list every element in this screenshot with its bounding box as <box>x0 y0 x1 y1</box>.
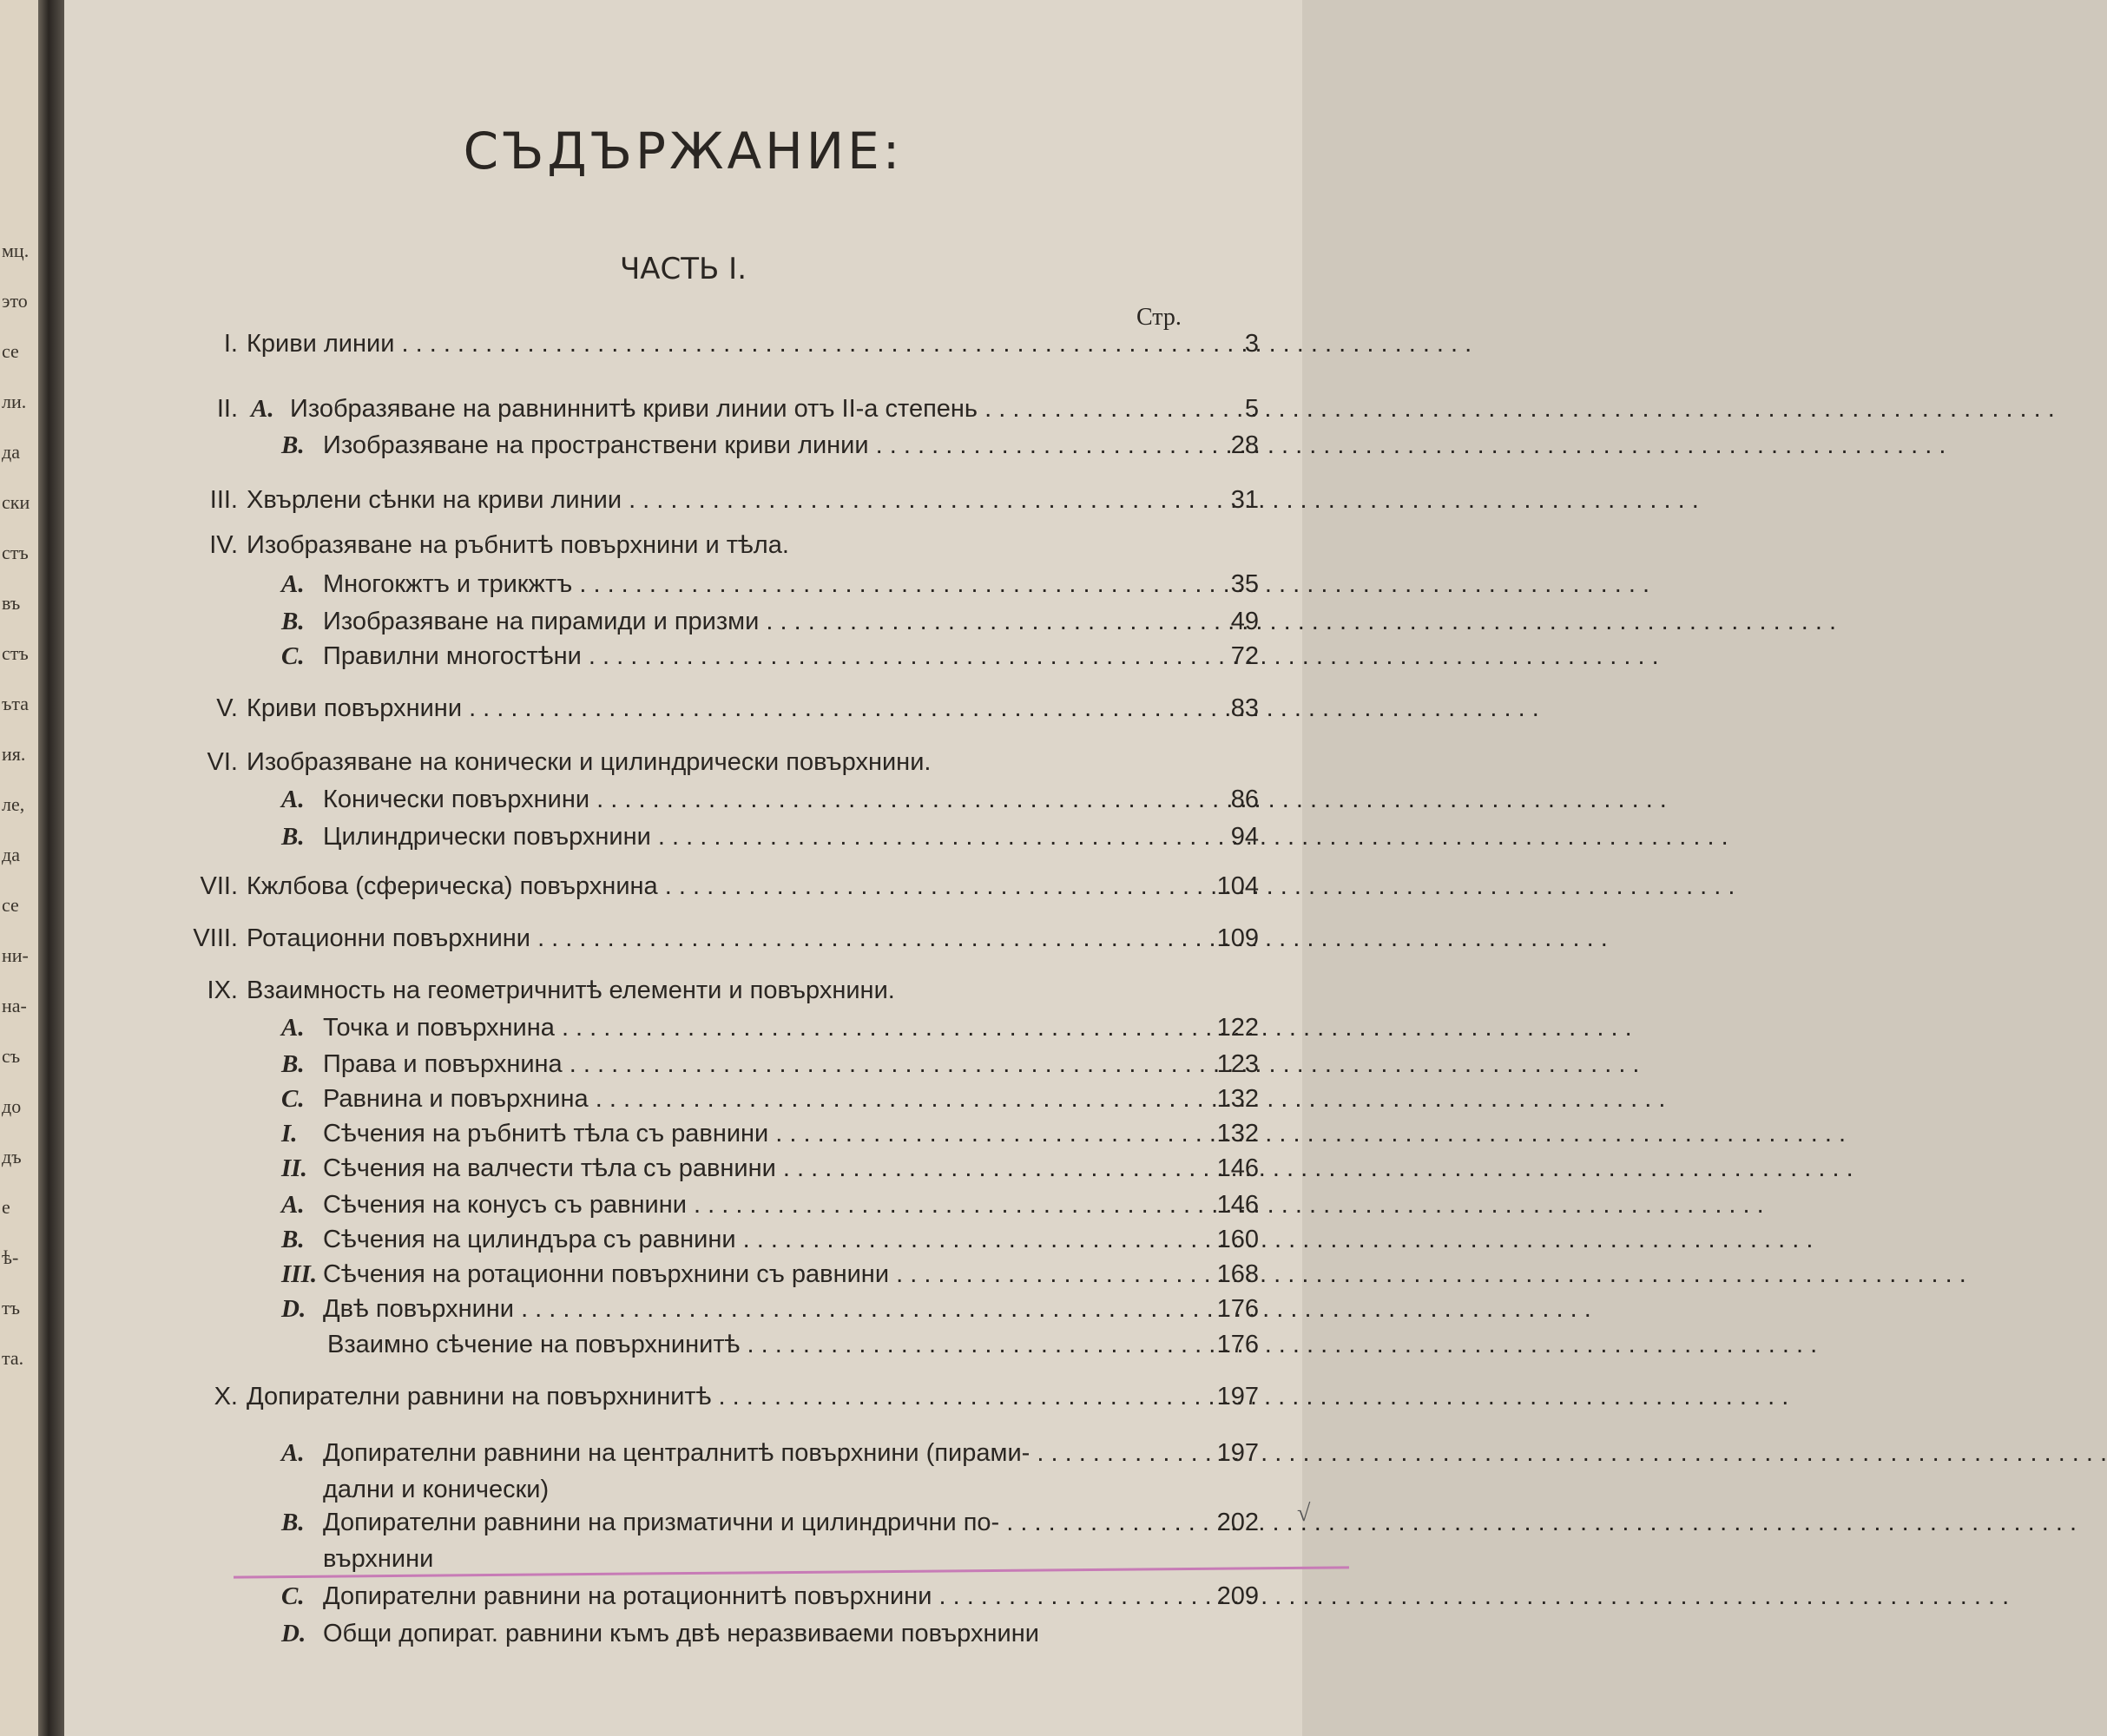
page-number: 83 <box>1230 694 1259 722</box>
chapter-number: IX. <box>207 976 238 1004</box>
entry-title: Равнина и повърхнина . . . <box>323 1085 1189 1114</box>
entry-title: дални и конически) <box>323 1476 550 1503</box>
section-letter: B. <box>281 608 305 635</box>
toc-entry <box>168 1226 1259 1260</box>
page-number: 146 <box>1216 1154 1259 1182</box>
entry-title: Допирателни равнини на повърхнинитѣ . . . <box>247 1383 1189 1411</box>
left-line: да <box>2 844 20 865</box>
toc-entry <box>168 872 1259 907</box>
entry-title: Изобразяване на равниннитѣ криви линии отъ II-а степень . . . <box>290 395 1189 424</box>
page-number: 197 <box>1216 1439 1259 1467</box>
toc-entry <box>168 823 1259 858</box>
check-mark: √ <box>1297 1500 1311 1527</box>
page-number: 94 <box>1230 823 1259 851</box>
chapter-number: VIII. <box>193 924 238 952</box>
toc-entry <box>168 486 1259 521</box>
entry-title: Многокжтъ и трикжтъ . . . <box>323 570 1189 599</box>
toc-entry <box>168 1620 1259 1654</box>
section-letter: B. <box>281 431 305 459</box>
page-number: 31 <box>1230 486 1259 514</box>
left-line: это <box>2 290 28 312</box>
toc-entry <box>168 1476 1259 1510</box>
left-line: се <box>2 340 19 362</box>
toc-entry <box>168 1439 1259 1474</box>
page-number: 168 <box>1216 1260 1259 1288</box>
section-letter: III. <box>281 1260 318 1288</box>
left-line: да <box>2 441 20 463</box>
entry-title: Взаимно сѣчение на повърхнинитѣ . . . <box>327 1331 1189 1359</box>
section-letter: A. <box>281 570 305 598</box>
page-number: 209 <box>1216 1582 1259 1610</box>
entry-title: Двѣ повърхнини . . . <box>323 1295 1189 1324</box>
toc-entry <box>168 748 1259 783</box>
entry-title: Ротационни повърхнини . . . <box>247 924 1189 953</box>
toc-entry <box>168 1050 1259 1085</box>
entry-title: върхнини <box>323 1545 434 1573</box>
entry-title: Допирателни равнини на централнитѣ повърхнини (пирами- . . . <box>323 1439 1189 1468</box>
entry-title: Кжлбова (сферическа) повърхнина . . . <box>247 872 1189 901</box>
page-number: 146 <box>1216 1191 1259 1219</box>
toc-entry <box>168 1120 1259 1154</box>
left-line: се <box>2 894 19 916</box>
toc-entry <box>168 1191 1259 1226</box>
chapter-number: III. <box>209 486 238 514</box>
section-letter: B. <box>281 1226 305 1253</box>
page-number: 104 <box>1216 872 1259 900</box>
left-line: стъ <box>2 642 29 664</box>
toc-entry <box>168 924 1259 959</box>
page-number: 28 <box>1230 431 1259 459</box>
page-number: 176 <box>1216 1331 1259 1358</box>
left-line: на- <box>2 995 27 1016</box>
entry-title: Криви повърхнини . . . <box>247 694 1189 723</box>
toc-entry <box>168 608 1259 642</box>
page-number: 160 <box>1216 1226 1259 1253</box>
left-line: до <box>2 1095 22 1117</box>
entry-title: Сѣчения на ръбнитѣ тѣла съ равнини . . . <box>323 1120 1189 1148</box>
left-line: тъ <box>2 1297 20 1318</box>
section-letter: A. <box>281 1191 305 1219</box>
chapter-number: X. <box>214 1383 238 1410</box>
section-letter: II. <box>281 1154 307 1182</box>
left-line: мц. <box>2 240 30 261</box>
page-number: 49 <box>1230 608 1259 635</box>
toc-entry <box>168 1295 1259 1330</box>
toc-entry <box>168 1509 1259 1543</box>
left-line: ле, <box>2 793 25 815</box>
left-line: дъ <box>2 1146 22 1167</box>
page-number: 176 <box>1216 1295 1259 1323</box>
left-page-text <box>2 226 36 1384</box>
left-line: е <box>2 1196 10 1218</box>
book-gutter <box>38 0 64 1736</box>
entry-title: Изобразяване на конически и цилиндрически повърхнини. <box>247 748 932 776</box>
left-line: стъ <box>2 542 29 563</box>
page-number: 132 <box>1216 1085 1259 1113</box>
toc-entry <box>168 786 1259 820</box>
entry-title: Сѣчения на ротационни повърхнини съ равнини . . . <box>323 1260 1189 1289</box>
toc-entry <box>168 1582 1259 1617</box>
left-line: ли. <box>2 391 27 412</box>
chapter-number: VII. <box>200 872 238 900</box>
page-number: 122 <box>1216 1014 1259 1042</box>
toc-entry <box>168 1260 1259 1295</box>
page-number: 5 <box>1244 395 1259 423</box>
left-line: въ <box>2 592 21 614</box>
toc-entry <box>168 531 1259 566</box>
entry-title: Сѣчения на цилиндъра съ равнини . . . <box>323 1226 1189 1254</box>
chapter-number: IV. <box>209 531 238 559</box>
entry-title: Хвърлени сѣнки на криви линии . . . <box>247 486 1189 515</box>
entry-title: Изобразяване на пространствени криви линии . . . <box>323 431 1189 460</box>
section-letter: B. <box>281 1050 305 1078</box>
entry-title: Конически повърхнини . . . <box>323 786 1189 814</box>
section-letter: D. <box>281 1295 306 1323</box>
page-number: 72 <box>1230 642 1259 670</box>
entry-title: Изобразяване на пирамиди и призми . . . <box>323 608 1189 636</box>
toc-entry <box>168 976 1259 1011</box>
section-letter: B. <box>281 823 305 851</box>
entry-title: Права и повърхнина . . . <box>323 1050 1189 1079</box>
toc-entry <box>168 1383 1259 1417</box>
left-line: ѣ- <box>2 1246 19 1268</box>
toc-entry <box>168 431 1259 466</box>
entry-title: Взаимность на геометричнитѣ елементи и повърхнини. <box>247 976 895 1004</box>
section-letter: B. <box>281 1509 305 1536</box>
toc-entry <box>168 330 1259 365</box>
page-number: 35 <box>1230 570 1259 598</box>
section-letter: C. <box>281 642 305 670</box>
entry-title: Допирателни равнини на призматични и цилиндрични по- . . . <box>323 1509 1189 1537</box>
left-line: ия. <box>2 743 26 765</box>
left-line: съ <box>2 1045 21 1067</box>
chapter-number: V. <box>216 694 238 722</box>
left-line: ни- <box>2 944 29 966</box>
entry-title: Сѣчения на конусъ съ равнини . . . <box>323 1191 1189 1220</box>
page-column-label: Стр. <box>1136 304 1182 331</box>
entry-title: Правилни многостѣни . . . <box>323 642 1189 671</box>
left-line: ски <box>2 491 30 513</box>
page-title: СЪДЪРЖАНИЕ: <box>463 122 904 181</box>
table-of-contents <box>64 0 1302 1736</box>
page-number: 197 <box>1216 1383 1259 1410</box>
toc-entry <box>168 642 1259 677</box>
left-line: та. <box>2 1347 24 1369</box>
chapter-number: I. <box>223 330 238 358</box>
page-number: 202 <box>1216 1509 1259 1536</box>
page-number: 123 <box>1216 1050 1259 1078</box>
part-heading: ЧАСТЬ I. <box>619 252 747 286</box>
chapter-number: II. <box>216 395 238 423</box>
left-line: ъта <box>2 693 30 714</box>
section-letter: A. <box>281 1439 305 1467</box>
section-letter: A. <box>281 1014 305 1042</box>
entry-title: Допирателни равнини на ротационнитѣ повърхнини . . . <box>323 1582 1189 1611</box>
section-letter: I. <box>281 1120 298 1147</box>
entry-title: Изобразяване на ръбнитѣ повърхнини и тѣла. <box>247 531 789 559</box>
entry-title: Криви линии . . . <box>247 330 1189 358</box>
section-letter: A. <box>251 395 274 423</box>
page-number: 132 <box>1216 1120 1259 1147</box>
section-letter: C. <box>281 1582 305 1610</box>
toc-entry <box>168 1154 1259 1189</box>
toc-entry <box>168 694 1259 729</box>
section-letter: A. <box>281 786 305 813</box>
page-number: 3 <box>1244 330 1259 358</box>
contents-page <box>64 0 1311 1736</box>
section-letter: C. <box>281 1085 305 1113</box>
entry-title: Цилиндрически повърхнини . . . <box>323 823 1189 852</box>
toc-entry <box>168 570 1259 605</box>
toc-entry <box>168 395 1259 430</box>
toc-entry <box>168 1014 1259 1049</box>
toc-entry <box>168 1331 1259 1365</box>
section-letter: D. <box>281 1620 306 1647</box>
entry-title: Сѣчения на валчести тѣла съ равнини . . . <box>323 1154 1189 1183</box>
page-number: 86 <box>1230 786 1259 813</box>
entry-title: Общи допират. равнини къмъ двѣ неразвиваеми повърхнини <box>323 1620 1039 1647</box>
chapter-number: VI. <box>207 748 238 776</box>
toc-entry <box>168 1085 1259 1120</box>
page-number: 109 <box>1216 924 1259 952</box>
entry-title: Точка и повърхнина . . . <box>323 1014 1189 1042</box>
